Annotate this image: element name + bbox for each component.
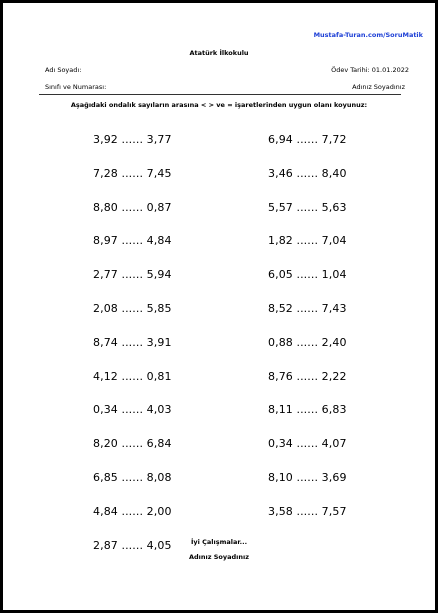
comparison-question: 3,46 ...... 8,40 <box>268 166 347 180</box>
school-name: Atatürk İlkokulu <box>189 49 249 57</box>
comparison-question: 8,80 ...... 0,87 <box>93 200 172 214</box>
name-label: Adı Soyadı: <box>45 66 82 74</box>
comparison-question: 8,97 ...... 4,84 <box>93 234 172 248</box>
comparison-question: 8,10 ...... 3,69 <box>268 470 347 484</box>
comparison-question: 7,28 ...... 7,45 <box>93 166 172 180</box>
footer-signature: Adınız Soyadınız <box>188 553 250 561</box>
comparison-question: 3,58 ...... 7,57 <box>268 504 347 518</box>
comparison-question: 1,82 ...... 7,04 <box>268 234 347 248</box>
instruction-text: Aşağıdaki ondalık sayıların arasına < > ve = işaretlerinden uygun olanı koyunuz: <box>70 101 368 109</box>
right-question-column <box>268 133 347 539</box>
comparison-question: 8,20 ...... 6,84 <box>93 437 172 451</box>
closing-wish: İyi Çalışmalar... <box>190 538 248 546</box>
header-divider <box>39 94 401 95</box>
comparison-question: 8,76 ...... 2,22 <box>268 369 347 383</box>
comparison-question: 6,85 ...... 8,08 <box>93 470 172 484</box>
comparison-question: 0,34 ...... 4,07 <box>268 437 347 451</box>
comparison-question: 5,57 ...... 5,63 <box>268 200 347 214</box>
comparison-question: 2,77 ...... 5,94 <box>93 268 172 282</box>
class-number-label: Sınıfı ve Numarası: <box>45 83 107 91</box>
comparison-question: 4,84 ...... 2,00 <box>93 504 172 518</box>
comparison-question: 4,12 ...... 0,81 <box>93 369 172 383</box>
comparison-question: 2,87 ...... 4,05 <box>93 538 172 552</box>
comparison-question: 2,08 ...... 5,85 <box>93 301 172 315</box>
comparison-question: 8,74 ...... 3,91 <box>93 335 172 349</box>
comparison-question: 8,11 ...... 6,83 <box>268 403 347 417</box>
comparison-question: 0,34 ...... 4,03 <box>93 403 172 417</box>
homework-date: Ödev Tarihi: 01.01.2022 <box>331 66 409 74</box>
comparison-question: 6,05 ...... 1,04 <box>268 268 347 282</box>
left-question-column <box>93 133 172 572</box>
worksheet-page <box>3 3 435 610</box>
comparison-question: 6,94 ...... 7,72 <box>268 133 347 146</box>
site-url[interactable]: Mustafa-Turan.com/SoruMatik <box>313 31 423 39</box>
comparison-question: 8,52 ...... 7,43 <box>268 301 347 315</box>
teacher-name: Adınız Soyadınız <box>352 83 405 91</box>
comparison-question: 0,88 ...... 2,40 <box>268 335 347 349</box>
comparison-question: 3,92 ...... 3,77 <box>93 133 172 146</box>
